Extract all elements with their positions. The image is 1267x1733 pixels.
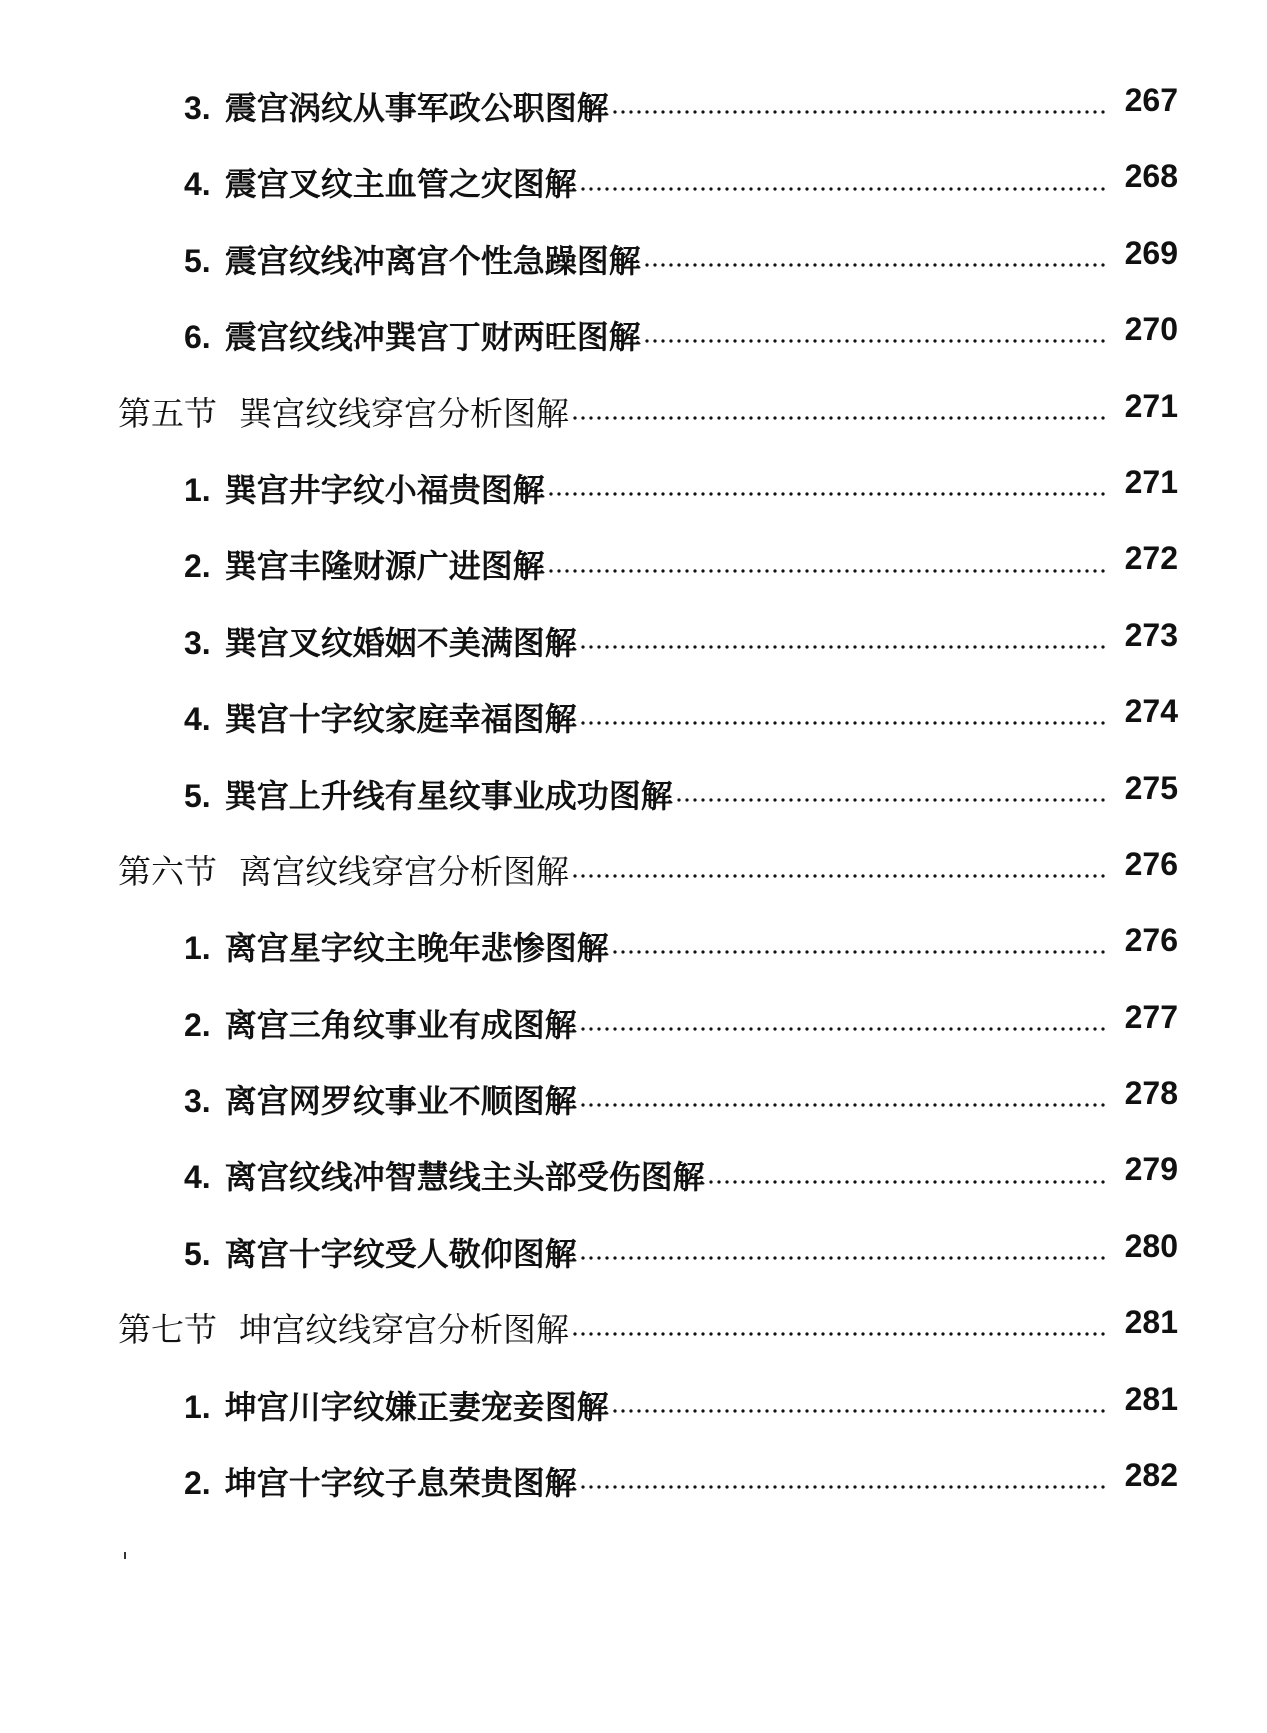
dot-leader	[579, 721, 1106, 725]
toc-entry[interactable]	[118, 1445, 1178, 1521]
section-number: 第六节	[118, 851, 217, 891]
dot-leader	[579, 1103, 1106, 1107]
page-number: 275	[1124, 769, 1178, 806]
entry-number: 4.	[184, 1159, 211, 1196]
page-number: 269	[1124, 234, 1178, 271]
toc-entry[interactable]	[118, 452, 1178, 528]
page-number: 273	[1124, 616, 1178, 653]
entry-number: 4.	[184, 166, 211, 203]
toc-entry[interactable]	[118, 146, 1178, 222]
dot-leader	[571, 1332, 1106, 1336]
page-number: 279	[1124, 1151, 1178, 1188]
toc-entry[interactable]	[118, 910, 1178, 986]
entry-number: 5.	[184, 242, 211, 279]
entry-title: 巽宫叉纹婚姻不美满图解	[224, 623, 577, 662]
entry-title: 离宫网罗纹事业不顺图解	[224, 1082, 577, 1121]
dot-leader	[547, 569, 1106, 573]
section-title: 离宫纹线穿宫分析图解	[239, 851, 569, 891]
dot-leader	[579, 1027, 1106, 1031]
toc-entry[interactable]	[118, 987, 1178, 1063]
entry-title: 离宫星字纹主晚年悲惨图解	[224, 929, 609, 968]
dot-leader	[611, 110, 1106, 114]
page-number: 278	[1124, 1075, 1178, 1112]
page-number: 267	[1124, 82, 1178, 118]
entry-title: 离宫三角纹事业有成图解	[224, 1005, 577, 1044]
entry-number: 6.	[184, 319, 211, 356]
entry-title: 巽宫丰隆财源广进图解	[224, 547, 545, 586]
entry-title: 震宫涡纹从事军政公职图解	[224, 89, 609, 127]
entry-title: 震宫叉纹主血管之灾图解	[224, 165, 577, 204]
page-number: 282	[1124, 1457, 1178, 1494]
toc-entry[interactable]	[118, 528, 1178, 604]
page-number: 276	[1124, 922, 1178, 959]
entry-title: 巽宫井字纹小福贵图解	[224, 470, 545, 509]
entry-number: 1.	[184, 471, 211, 508]
table-of-contents	[118, 70, 1178, 1521]
toc-entry[interactable]	[118, 70, 1178, 146]
dot-leader	[643, 339, 1106, 343]
entry-number: 5.	[184, 777, 211, 814]
entry-title: 震宫纹线冲巽宫丁财两旺图解	[224, 318, 641, 357]
entry-title: 离宫纹线冲智慧线主头部受伤图解	[224, 1158, 705, 1197]
entry-title: 坤宫十字纹子息荣贵图解	[224, 1464, 577, 1503]
toc-entry[interactable]	[118, 1216, 1178, 1292]
toc-entry[interactable]	[118, 1063, 1178, 1139]
dot-leader	[643, 263, 1106, 267]
page-number: 274	[1124, 693, 1178, 730]
dot-leader	[579, 187, 1106, 191]
page-number: 268	[1124, 158, 1178, 195]
entry-title: 离宫十字纹受人敬仰图解	[224, 1234, 577, 1273]
page-number: 281	[1124, 1380, 1178, 1417]
entry-title: 震宫纹线冲离宫个性急躁图解	[224, 241, 641, 280]
toc-section[interactable]	[118, 376, 1178, 452]
entry-title: 坤宫川字纹嫌正妻宠妾图解	[224, 1387, 609, 1426]
dot-leader	[579, 1485, 1106, 1489]
page-number: 276	[1124, 845, 1178, 882]
section-title: 巽宫纹线穿宫分析图解	[239, 393, 569, 433]
page-number: 271	[1124, 387, 1178, 424]
page-number: 277	[1124, 998, 1178, 1035]
page-number: 281	[1124, 1304, 1178, 1341]
section-title: 坤宫纹线穿宫分析图解	[239, 1310, 569, 1350]
entry-number: 3.	[184, 1083, 211, 1120]
toc-entry[interactable]	[118, 223, 1178, 299]
entry-number: 2.	[184, 1465, 211, 1502]
scan-speck	[124, 1552, 126, 1559]
toc-entry[interactable]	[118, 605, 1178, 681]
dot-leader	[611, 1409, 1106, 1413]
section-number: 第七节	[118, 1310, 217, 1350]
entry-number: 1.	[184, 930, 211, 967]
entry-number: 1.	[184, 1388, 211, 1425]
entry-number: 4.	[184, 701, 211, 738]
entry-number: 2.	[184, 1006, 211, 1043]
entry-number: 3.	[184, 624, 211, 661]
toc-entry[interactable]	[118, 299, 1178, 375]
entry-number: 3.	[184, 90, 211, 126]
page-number: 270	[1124, 311, 1178, 348]
toc-entry[interactable]	[118, 1369, 1178, 1445]
entry-title: 巽宫十字纹家庭幸福图解	[224, 700, 577, 739]
page-number: 272	[1124, 540, 1178, 577]
dot-leader	[547, 492, 1106, 496]
toc-entry[interactable]	[118, 681, 1178, 757]
entry-title: 巽宫上升线有星纹事业成功图解	[224, 776, 673, 815]
dot-leader	[675, 798, 1106, 802]
toc-entry[interactable]	[118, 758, 1178, 834]
toc-entry[interactable]	[118, 1139, 1178, 1215]
entry-number: 5.	[184, 1235, 211, 1272]
dot-leader	[571, 874, 1106, 878]
page-number: 271	[1124, 463, 1178, 500]
dot-leader	[579, 1256, 1106, 1260]
dot-leader	[579, 645, 1106, 649]
dot-leader	[611, 950, 1106, 954]
entry-number: 2.	[184, 548, 211, 585]
dot-leader	[707, 1180, 1106, 1184]
toc-section[interactable]	[118, 1292, 1178, 1368]
dot-leader	[571, 416, 1106, 420]
page-number: 280	[1124, 1227, 1178, 1264]
toc-section[interactable]	[118, 834, 1178, 910]
section-number: 第五节	[118, 393, 217, 433]
